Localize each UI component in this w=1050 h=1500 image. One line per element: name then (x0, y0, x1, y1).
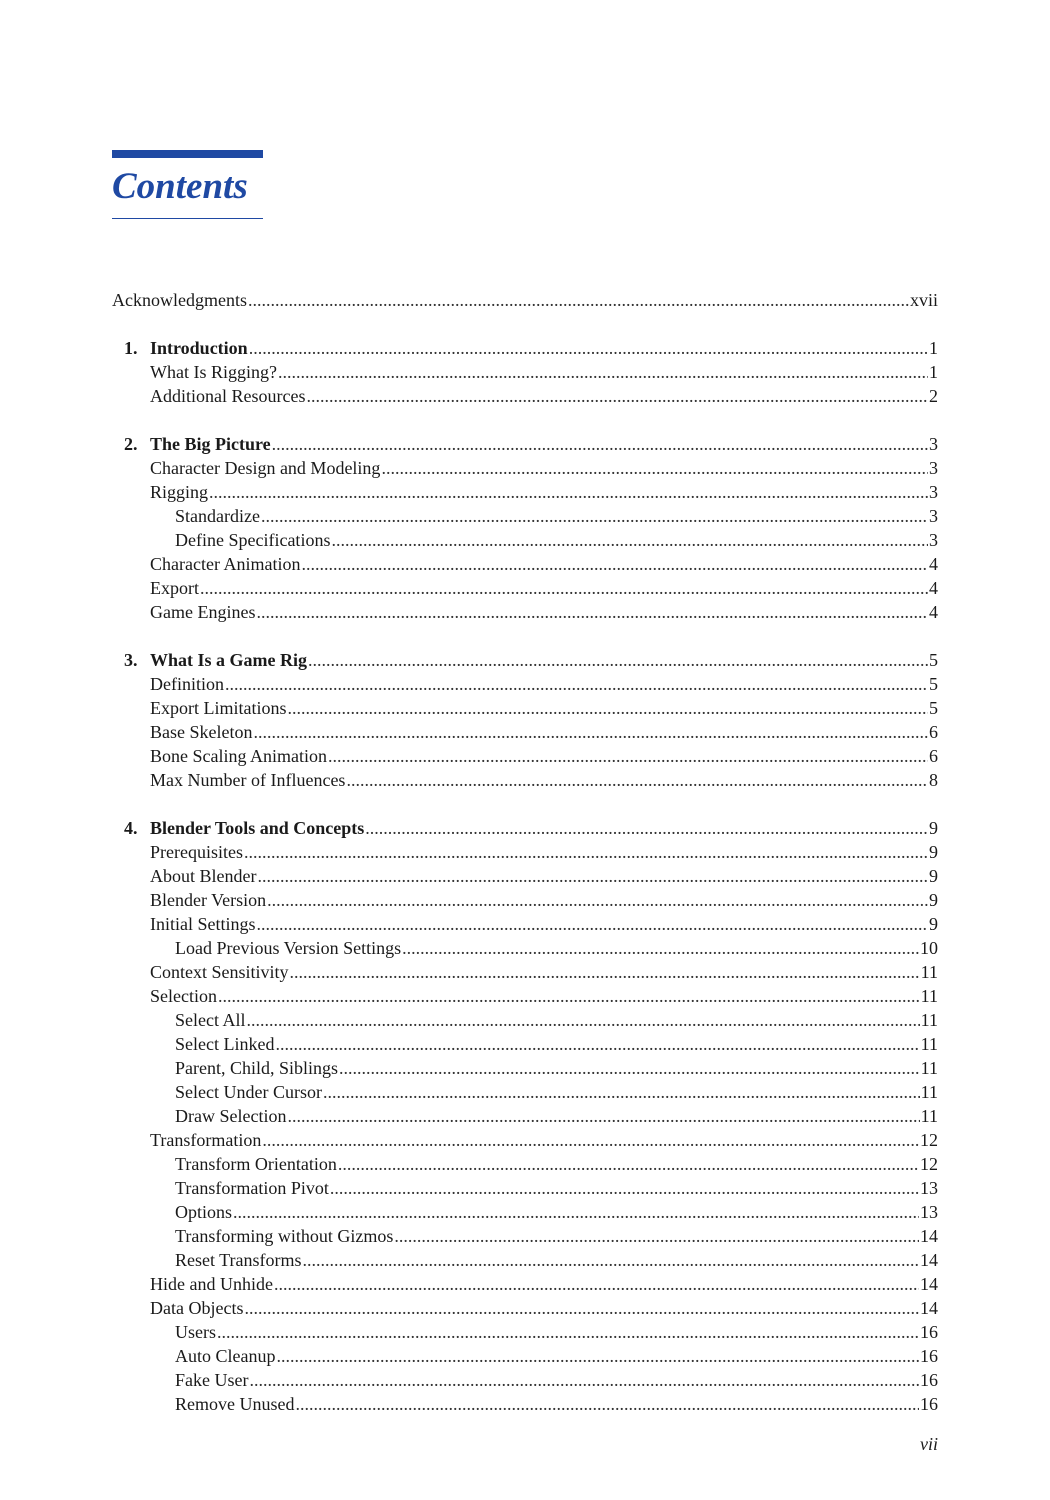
toc-entry-page: 11 (920, 962, 938, 982)
dot-leader (381, 456, 928, 480)
toc-entry-page: 11 (920, 986, 938, 1006)
toc-entry-page: 10 (920, 938, 938, 958)
toc-entry-title: Users (175, 1322, 216, 1342)
toc-entry-title: Acknowledgments (112, 290, 247, 310)
toc-entry[interactable] (112, 912, 938, 936)
toc-entry-title: Rigging (150, 482, 209, 502)
toc-entry-page: 12 (920, 1130, 938, 1150)
dot-leader (274, 1272, 919, 1296)
toc-entry[interactable] (112, 384, 938, 408)
toc-entry-page: 13 (920, 1202, 938, 1222)
dot-leader (218, 984, 920, 1008)
toc-entry[interactable] (112, 456, 938, 480)
dot-leader (262, 1128, 919, 1152)
toc-entry-page: 11 (920, 1082, 938, 1102)
toc-entry-title: Options (175, 1202, 233, 1222)
toc-entry-title: Base Skeleton (150, 722, 253, 742)
toc-entry-title: Reset Transforms (175, 1250, 302, 1270)
toc-entry-title: Select All (175, 1010, 246, 1030)
toc-entry-title: Transform Orientation (175, 1154, 337, 1174)
toc-entry-page: 9 (929, 842, 938, 862)
toc-entry-page: 4 (929, 602, 938, 622)
toc-entry-title: Data Objects (150, 1298, 244, 1318)
dot-leader (267, 888, 928, 912)
toc-entry-title: Transforming without Gizmos (175, 1226, 394, 1246)
toc-entry-page: 5 (929, 650, 938, 670)
toc-entry[interactable] (112, 1272, 938, 1296)
toc-entry[interactable] (112, 1152, 938, 1176)
dot-leader (253, 720, 928, 744)
toc-entry-page: 1 (929, 362, 938, 382)
toc-entry[interactable] (112, 600, 938, 624)
dot-leader (290, 960, 920, 984)
toc-entry[interactable] (112, 1128, 938, 1152)
toc-entry[interactable] (112, 1104, 938, 1128)
dot-leader (249, 1368, 919, 1392)
toc-entry[interactable] (112, 720, 938, 744)
toc-entry-title: Export (150, 578, 199, 598)
toc-entry-page: 16 (920, 1370, 938, 1390)
toc-entry-title: Select Under Cursor (175, 1082, 322, 1102)
chapter-number: 2. (124, 434, 138, 454)
toc-entry-title: Character Design and Modeling (150, 458, 381, 478)
toc-entry-title: Context Sensitivity (150, 962, 289, 982)
toc-entry-title: Additional Resources (150, 386, 306, 406)
dot-leader (338, 1152, 919, 1176)
toc-entry[interactable] (112, 1368, 938, 1392)
toc-entry[interactable] (112, 816, 938, 840)
toc-entry-title: Transformation Pivot (175, 1178, 329, 1198)
dot-leader (256, 600, 928, 624)
toc-entry-title: Introduction (150, 338, 248, 358)
toc-entry[interactable] (112, 648, 938, 672)
dot-leader (330, 1176, 919, 1200)
dot-leader (295, 1392, 919, 1416)
toc-entry-title: Select Linked (175, 1034, 275, 1054)
toc-entry[interactable] (112, 360, 938, 384)
toc-entry-page: 12 (920, 1154, 938, 1174)
toc-entry-title: Auto Cleanup (175, 1346, 276, 1366)
toc-entry-page: 1 (929, 338, 938, 358)
dot-leader (331, 528, 928, 552)
dot-leader (301, 552, 928, 576)
toc-entry[interactable] (112, 696, 938, 720)
dot-leader (257, 864, 928, 888)
dot-leader (365, 816, 928, 840)
toc-entry-title: About Blender (150, 866, 257, 886)
toc-entry-page: 14 (920, 1226, 938, 1246)
toc-entry[interactable] (112, 1008, 938, 1032)
toc-entry-title: Transformation (150, 1130, 262, 1150)
dot-leader (233, 1200, 919, 1224)
chapter-number: 4. (124, 818, 138, 838)
toc-entry-page: 4 (929, 578, 938, 598)
dot-leader (303, 1248, 919, 1272)
toc-entry-page: 16 (920, 1394, 938, 1414)
toc-entry-page: 3 (929, 434, 938, 454)
toc-entry-title: Blender Tools and Concepts (150, 818, 365, 838)
toc-entry[interactable] (112, 336, 938, 360)
toc-entry-title: Hide and Unhide (150, 1274, 273, 1294)
toc-entry-page: 6 (929, 722, 938, 742)
dot-leader (261, 504, 928, 528)
chapter-number: 1. (124, 338, 138, 358)
toc-entry-page: 4 (929, 554, 938, 574)
dot-leader (225, 672, 928, 696)
toc-entry[interactable] (112, 1296, 938, 1320)
toc-entry[interactable] (112, 672, 938, 696)
dot-leader (328, 744, 928, 768)
toc-entry[interactable] (112, 432, 938, 456)
toc-entry[interactable] (112, 1176, 938, 1200)
dot-leader (339, 1056, 920, 1080)
dot-leader (275, 1032, 919, 1056)
toc-entry[interactable] (112, 1344, 938, 1368)
toc-entry-title: Character Animation (150, 554, 301, 574)
toc-entry-title: Fake User (175, 1370, 249, 1390)
toc-entry[interactable] (112, 288, 938, 312)
toc-entry-page: 14 (920, 1250, 938, 1270)
toc-entry-page: 6 (929, 746, 938, 766)
toc-entry-title: Max Number of Influences (150, 770, 346, 790)
toc-entry-title: Parent, Child, Siblings (175, 1058, 339, 1078)
dot-leader (247, 1008, 920, 1032)
page-title: Contents (112, 166, 248, 207)
toc-entry-page: 11 (920, 1106, 938, 1126)
toc-entry[interactable] (112, 1224, 938, 1248)
toc-entry-page: 8 (929, 770, 938, 790)
dot-leader (200, 576, 928, 600)
toc-entry[interactable] (112, 1032, 938, 1056)
toc-entry[interactable] (112, 744, 938, 768)
toc-entry-title: What Is Rigging? (150, 362, 277, 382)
toc-entry-page: 3 (929, 530, 938, 550)
dot-leader (277, 1344, 920, 1368)
toc-entry-title: Selection (150, 986, 217, 1006)
chapter-number: 3. (124, 650, 138, 670)
toc-entry[interactable] (112, 1056, 938, 1080)
toc-entry[interactable] (112, 480, 938, 504)
toc-entry[interactable] (112, 840, 938, 864)
toc-entry[interactable] (112, 984, 938, 1008)
toc-entry-page: 9 (929, 914, 938, 934)
toc-entry-title: Game Engines (150, 602, 256, 622)
dot-leader (306, 384, 928, 408)
toc-entry-title: Standardize (175, 506, 260, 526)
toc-entry-title: Prerequisites (150, 842, 243, 862)
toc-entry[interactable] (112, 864, 938, 888)
toc-entry-title: Draw Selection (175, 1106, 287, 1126)
toc-entry-page: 9 (929, 866, 938, 886)
toc-entry-title: Load Previous Version Settings (175, 938, 402, 958)
toc-entry-page: 14 (920, 1298, 938, 1318)
dot-leader (217, 1320, 919, 1344)
toc-entry-page: 13 (920, 1178, 938, 1198)
toc-entry-page: xvii (909, 290, 938, 310)
toc-entry[interactable] (112, 1392, 938, 1416)
dot-leader (323, 1080, 920, 1104)
toc-entry[interactable] (112, 1200, 938, 1224)
toc-entry-page: 11 (920, 1010, 938, 1030)
toc-entry[interactable] (112, 576, 938, 600)
page-number: vii (920, 1434, 938, 1454)
toc-entry-title: The Big Picture (150, 434, 271, 454)
dot-leader (288, 696, 929, 720)
toc-entry-page: 3 (929, 506, 938, 526)
toc-entry-page: 11 (920, 1034, 938, 1054)
toc-entry-title: Define Specifications (175, 530, 331, 550)
toc-entry-title: Export Limitations (150, 698, 287, 718)
toc-entry-title: What Is a Game Rig (150, 650, 307, 670)
toc-entry-page: 2 (929, 386, 938, 406)
toc-entry[interactable] (112, 888, 938, 912)
toc-entry[interactable] (112, 528, 938, 552)
toc-entry[interactable] (112, 552, 938, 576)
toc-entry-page: 16 (920, 1322, 938, 1342)
toc-entry-title: Initial Settings (150, 914, 256, 934)
dot-leader (308, 648, 928, 672)
table-of-contents (112, 288, 938, 1416)
dot-leader (257, 912, 929, 936)
dot-leader (346, 768, 928, 792)
dot-leader (244, 1296, 919, 1320)
toc-entry-page: 9 (929, 818, 938, 838)
toc-entry-title: Blender Version (150, 890, 267, 910)
dot-leader (287, 1104, 919, 1128)
toc-entry-page: 16 (920, 1346, 938, 1366)
toc-entry-title: Bone Scaling Animation (150, 746, 327, 766)
toc-entry-page: 5 (929, 698, 938, 718)
dot-leader (394, 1224, 919, 1248)
dot-leader (248, 288, 909, 312)
toc-entry-page: 3 (929, 458, 938, 478)
title-underline (112, 218, 263, 219)
dot-leader (249, 336, 928, 360)
title-accent-bar (112, 150, 263, 158)
toc-entry-page: 11 (920, 1058, 938, 1078)
dot-leader (272, 432, 928, 456)
toc-entry-page: 9 (929, 890, 938, 910)
toc-entry[interactable] (112, 1080, 938, 1104)
toc-entry-title: Definition (150, 674, 224, 694)
toc-entry-title: Remove Unused (175, 1394, 295, 1414)
dot-leader (278, 360, 928, 384)
toc-entry[interactable] (112, 504, 938, 528)
dot-leader (402, 936, 919, 960)
toc-entry[interactable] (112, 960, 938, 984)
toc-entry[interactable] (112, 1320, 938, 1344)
toc-entry[interactable] (112, 936, 938, 960)
dot-leader (244, 840, 928, 864)
dot-leader (209, 480, 928, 504)
toc-entry-page: 5 (929, 674, 938, 694)
toc-entry[interactable] (112, 1248, 938, 1272)
toc-entry[interactable] (112, 768, 938, 792)
toc-entry-page: 3 (929, 482, 938, 502)
toc-entry-page: 14 (920, 1274, 938, 1294)
